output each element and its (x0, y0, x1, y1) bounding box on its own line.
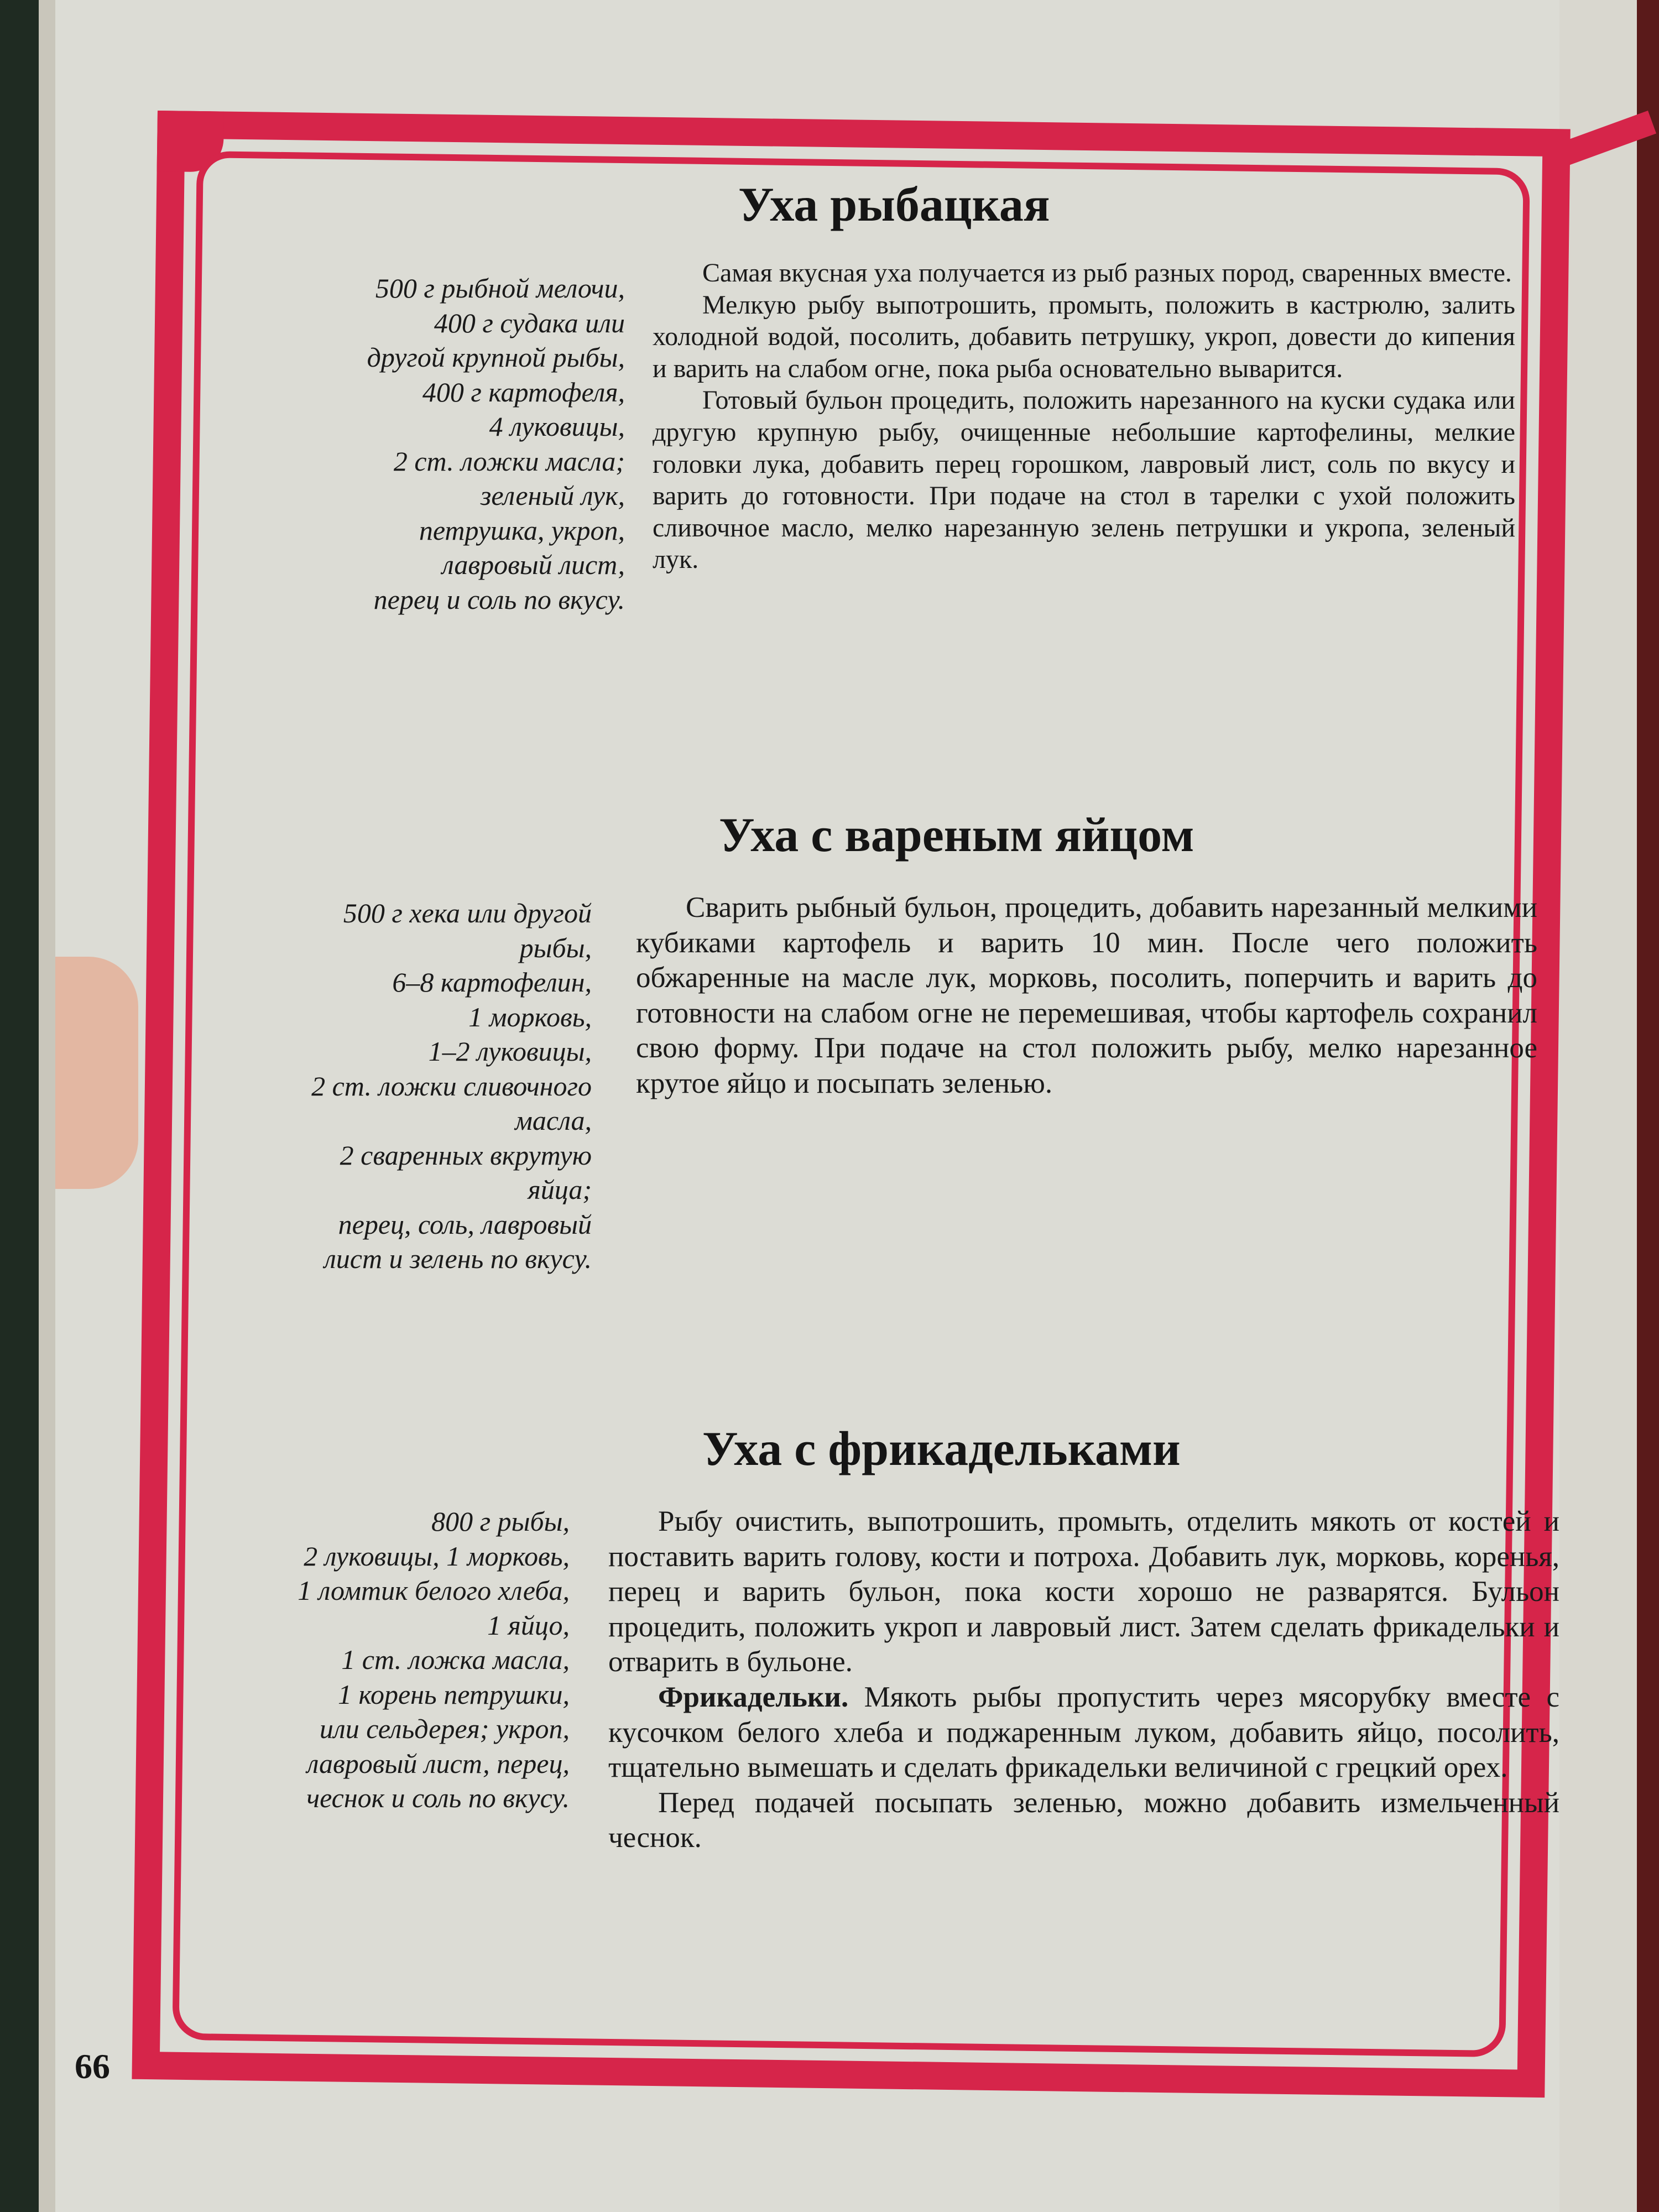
ingredient-line: 400 г картофеля, (422, 376, 625, 408)
ingredient-line: другой крупной рыбы, (367, 342, 625, 373)
recipe-title: Уха с фрикадельками (702, 1422, 1181, 1476)
ingredient-line: 2 луковицы, 1 морковь, (304, 1540, 570, 1572)
ingredient-line: 500 г хека или другой (343, 898, 592, 928)
ingredient-line: чеснок и соль по вкусу. (306, 1782, 570, 1813)
instruction-paragraph: Рыбу очистить, выпотрошить, промыть, отделить мякоть от костей и поставить варить голову, кости и потроха. Добавить лук, морковь, коренья, перец и варить бульон, пока кости хорошо не разварятся. Бульон процедить, положить укроп и лавровый лист. Затем сделать фрикадельки и отварить в бульоне. (608, 1505, 1559, 1678)
ingredient-line: лавровый лист, (441, 549, 625, 580)
ingredient-line: 1 морковь, (468, 1001, 592, 1032)
ingredient-line: 1 корень петрушки, (337, 1678, 570, 1710)
page-number: 66 (75, 2047, 110, 2086)
instruction-paragraph: Сварить рыбный бульон, процедить, добавить нарезанный мелкими кубиками картофель и варить 10 мин. После чего положить обжаренные на масле лук, морковь, посолить, поперчить и варить до готовности на слабом огне не перемешивая, чтобы картофель сохранил свою форму. При подаче на стол положить рыбу, мелко нарезанное крутое яйцо и посыпать зеленью. (636, 891, 1537, 1099)
ingredient-line: 2 ст. ложки масла; (393, 445, 625, 477)
ingredient-line: рыбы, (519, 932, 592, 963)
ingredient-line: перец и соль по вкусу. (373, 583, 625, 615)
ingredient-line: лист и зелень по вкусу. (324, 1243, 592, 1274)
ingredient-line: 2 сваренных вкрутую (340, 1139, 592, 1171)
ingredient-line: 1 яйцо, (487, 1609, 570, 1641)
ingredient-line: 1 ломтик белого хлеба, (298, 1575, 570, 1606)
recipe-instructions (608, 1504, 1559, 1856)
ingredient-line: зеленый лук, (480, 480, 625, 511)
ingredient-line: лавровый лист, перец, (306, 1747, 570, 1779)
instruction-paragraph: Самая вкусная уха получается из рыб разных пород, сваренных вместе. (702, 258, 1512, 288)
recipe-title: Уха с вареным яйцом (719, 808, 1194, 862)
meatball-paragraph (608, 1680, 1559, 1786)
ingredient-line: 1 ст. ложка масла, (341, 1644, 570, 1675)
recipe-instructions (653, 257, 1515, 576)
ingredient-line: 400 г судака или (434, 307, 625, 338)
ingredient-line: 1–2 луковицы, (428, 1036, 592, 1067)
meatball-lead: Фрикадельки. (658, 1681, 849, 1713)
ingredient-line: 500 г рыбной мелочи, (375, 273, 625, 304)
ingredient-line: или сельдерея; укроп, (319, 1713, 570, 1744)
recipe-title: Уха рыбацкая (738, 178, 1050, 232)
ingredients-list (238, 271, 625, 617)
ingredient-line: масла, (514, 1105, 592, 1136)
ingredients-list (210, 896, 592, 1276)
ingredient-line: 4 луковицы, (489, 411, 625, 442)
meatball-text: Мякоть рыбы пропустить через мясорубку вместе с кусочком белого хлеба и поджаренным луком, добавить яйцо, посолить, тщательно вымешать и сделать фрикадельки величиной с грецкий орех. (608, 1681, 1559, 1784)
ingredient-line: петрушка, укроп, (419, 514, 625, 546)
instruction-paragraph: Перед подачей посыпать зеленью, можно добавить измельченный чеснок. (608, 1786, 1559, 1854)
recipe-instructions (636, 890, 1537, 1102)
ingredients-list (182, 1504, 570, 1815)
ingredient-line: 2 ст. ложки сливочного (311, 1070, 592, 1102)
ingredient-line: перец, соль, лавровый (338, 1208, 592, 1240)
instruction-paragraph: Мелкую рыбу выпотрошить, промыть, положить в кастрюлю, залить холодной водой, посолить, добавить петрушку, укроп, довести до кипения и варить на слабом огне, пока рыба основательно выварится. (653, 290, 1515, 383)
ingredient-line: 6–8 картофелин, (392, 967, 592, 998)
instruction-paragraph: Готовый бульон процедить, положить нарезанного на куски судака или другую крупную рыбу, очищенные небольшие картофелины, мелкие головки лука, добавить перец горошком, лавровый лист, соль по вкусу и варить до готовности. При подаче на стол в тарелки с ухой положить сливочное масло, мелко нарезанную зелень петрушки и укропа, зеленый лук. (653, 385, 1515, 575)
ingredient-line: яйца; (528, 1174, 592, 1205)
ingredient-line: 800 г рыбы, (431, 1506, 570, 1537)
